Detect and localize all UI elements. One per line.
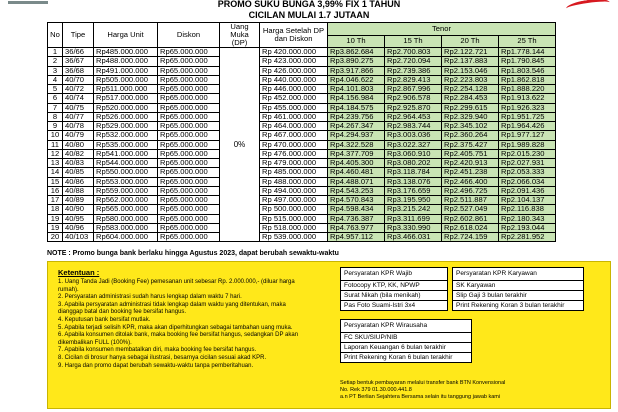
cell-harga-unit: Rp535.000.000 — [94, 140, 158, 149]
cell-diskon: Rp65.000.000 — [158, 103, 220, 112]
cell-diskon: Rp65.000.000 — [158, 75, 220, 84]
cell-tenor-15th: Rp2.906.578 — [385, 94, 442, 103]
cell-no: 11 — [48, 140, 63, 149]
table-row — [48, 85, 556, 94]
header-harga-setelah: Harga Setelah DP dan Diskon — [260, 23, 328, 48]
table-row — [48, 159, 556, 168]
table-row — [48, 122, 556, 131]
table-row — [48, 214, 556, 223]
cell-tenor-25th: Rp2.180.343 — [499, 214, 556, 223]
cell-tenor-20th: Rp2.360.264 — [442, 131, 499, 140]
cell-tipe: 40/74 — [63, 94, 94, 103]
cell-tipe: 40/96 — [63, 223, 94, 232]
header-tipe: Tipe — [63, 23, 94, 48]
cell-harga-unit: Rp541.000.000 — [94, 149, 158, 158]
cell-no: 19 — [48, 223, 63, 232]
cell-tipe: 40/80 — [63, 140, 94, 149]
cell-diskon: Rp65.000.000 — [158, 94, 220, 103]
cell-tenor-10th: Rp4.460.481 — [328, 168, 385, 177]
cell-harga-setelah: Rp 500.000.000 — [260, 205, 328, 214]
cell-tenor-15th: Rp3.080.202 — [385, 159, 442, 168]
bank-note-line: a.n PT Berlian Sejahtera Bersama selain itu tanggung jawab kami — [340, 394, 501, 400]
cell-diskon: Rp65.000.000 — [158, 122, 220, 131]
header-no: No — [48, 23, 63, 48]
promo-subtitle: CICILAN MULAI 1.7 JUTAAN — [248, 10, 370, 20]
table-row — [48, 131, 556, 140]
cell-tenor-15th: Rp3.176.659 — [385, 186, 442, 195]
persyaratan-wirausaha-title: Persyaratan KPR Wirausaha — [341, 320, 471, 333]
persyaratan-wirausaha-item: Print Rekening Koran 6 bulan terakhir — [344, 354, 453, 361]
cell-harga-setelah: Rp 470.000.000 — [260, 140, 328, 149]
persyaratan-wirausaha-item: Laporan Keuangan 6 bulan terakhir — [341, 343, 471, 353]
cell-tipe: 36/67 — [63, 57, 94, 66]
cell-tipe: 36/68 — [63, 66, 94, 75]
cell-diskon: Rp65.000.000 — [158, 196, 220, 205]
promo-note: NOTE : Promo bunga bank berlaku hingga Agustus 2023, dapat berubah sewaktu-waktu — [47, 250, 339, 257]
table-row — [48, 168, 556, 177]
table-row — [48, 94, 556, 103]
cell-tenor-20th: Rp2.122.721 — [442, 48, 499, 57]
cell-harga-unit: Rp559.000.000 — [94, 186, 158, 195]
table-row — [48, 66, 556, 75]
cell-tipe: 40/78 — [63, 122, 94, 131]
cell-tenor-15th: Rp2.867.996 — [385, 85, 442, 94]
persyaratan-wirausaha-item: FC SKU/SIUP/NIB — [341, 333, 471, 343]
cell-diskon: Rp65.000.000 — [158, 205, 220, 214]
cell-tenor-15th: Rp2.925.870 — [385, 103, 442, 112]
cell-no: 2 — [48, 57, 63, 66]
cell-tenor-10th: Rp3.862.684 — [328, 48, 385, 57]
persyaratan-karyawan-box — [452, 267, 584, 311]
cell-tenor-20th: Rp2.451.238 — [442, 168, 499, 177]
cell-tenor-10th: Rp4.570.843 — [328, 196, 385, 205]
ketentuan-item: 7. Apabila konsumen membatalkan diri, maka booking fee bersifat hangus. — [58, 347, 257, 354]
cell-harga-unit: Rp517.000.000 — [94, 94, 158, 103]
cell-tenor-10th: Rp4.101.803 — [328, 85, 385, 94]
cell-no: 8 — [48, 112, 63, 121]
cell-tenor-20th: Rp2.299.615 — [442, 103, 499, 112]
cell-tenor-10th: Rp4.957.112 — [328, 233, 385, 242]
cell-no: 12 — [48, 149, 63, 158]
cell-diskon: Rp65.000.000 — [158, 149, 220, 158]
bank-transfer-note — [340, 380, 590, 401]
cell-diskon: Rp65.000.000 — [158, 214, 220, 223]
cell-tenor-10th: Rp4.156.984 — [328, 94, 385, 103]
cell-harga-setelah: Rp 464.000.000 — [260, 122, 328, 131]
cell-diskon: Rp65.000.000 — [158, 223, 220, 232]
cell-tenor-15th: Rp3.466.031 — [385, 233, 442, 242]
ketentuan-item: rumah). — [58, 286, 79, 293]
header-25th: 25 Th — [499, 35, 556, 47]
cell-tenor-15th: Rp3.311.699 — [385, 214, 442, 223]
cell-harga-unit: Rp565.000.000 — [94, 205, 158, 214]
cell-diskon: Rp65.000.000 — [158, 177, 220, 186]
cell-no: 5 — [48, 85, 63, 94]
persyaratan-karyawan-item: Print Rekening Koran 3 bulan terakhir — [456, 302, 565, 309]
bank-note-line: No. Rek 379 01.30.000.441.8 — [340, 387, 412, 393]
cell-harga-setelah: Rp 420.000.000 — [260, 48, 328, 57]
cell-diskon: Rp65.000.000 — [158, 57, 220, 66]
cell-tipe: 40/77 — [63, 112, 94, 121]
ketentuan-item: 9. Harga dan promo dapat berubah sewaktu-waktu tanpa pemberitahuan. — [58, 362, 254, 369]
cell-harga-setelah: Rp 426.000.000 — [260, 66, 328, 75]
ketentuan-item: 4. Keputusan bank bersifat mutlak. — [58, 316, 151, 323]
cell-diskon: Rp65.000.000 — [158, 112, 220, 121]
promo-title: PROMO SUKU BUNGA 3,99% FIX 1 TAHUN — [217, 0, 401, 9]
cell-tenor-25th: Rp2.053.333 — [499, 168, 556, 177]
cell-harga-setelah: Rp 518.000.000 — [260, 223, 328, 232]
cell-no: 13 — [48, 159, 63, 168]
cell-diskon: Rp65.000.000 — [158, 159, 220, 168]
cell-harga-unit: Rp529.000.000 — [94, 122, 158, 131]
table-row — [48, 177, 556, 186]
cell-tenor-20th: Rp2.375.427 — [442, 140, 499, 149]
cell-tenor-15th: Rp3.022.327 — [385, 140, 442, 149]
cell-tipe: 40/86 — [63, 177, 94, 186]
cell-tipe: 40/95 — [63, 214, 94, 223]
table-row — [48, 75, 556, 84]
cell-tenor-20th: Rp2.602.861 — [442, 214, 499, 223]
table-row — [48, 196, 556, 205]
cell-tenor-20th: Rp2.724.159 — [442, 233, 499, 242]
cell-tenor-15th: Rp3.195.950 — [385, 196, 442, 205]
ketentuan-item: 6. Apabila konsumen ditolak bank, maka booking fee bersifat hangus, sedangkan DP akan — [58, 332, 299, 339]
cell-harga-setelah: Rp 455.000.000 — [260, 103, 328, 112]
cell-tipe: 40/70 — [63, 75, 94, 84]
cell-tenor-15th: Rp3.330.990 — [385, 223, 442, 232]
cell-tenor-10th: Rp4.184.575 — [328, 103, 385, 112]
ketentuan-item: 3. Apabila persyaratan administrasi tidak lengkap dalam waktu yang ditentukan, maka — [58, 301, 286, 308]
cell-tenor-10th: Rp4.736.387 — [328, 214, 385, 223]
cell-tenor-20th: Rp2.496.725 — [442, 186, 499, 195]
cell-harga-setelah: Rp 497.000.000 — [260, 196, 328, 205]
cell-tenor-25th: Rp2.015.230 — [499, 149, 556, 158]
cell-diskon: Rp65.000.000 — [158, 66, 220, 75]
cell-tenor-10th: Rp4.598.434 — [328, 205, 385, 214]
cell-no: 17 — [48, 196, 63, 205]
cell-tenor-25th: Rp1.977.127 — [499, 131, 556, 140]
table-row — [48, 233, 556, 242]
header-harga-unit: Harga Unit — [94, 23, 158, 48]
ketentuan-list — [58, 279, 330, 370]
cell-harga-unit: Rp511.000.000 — [94, 85, 158, 94]
cell-harga-setelah: Rp 488.000.000 — [260, 177, 328, 186]
cell-tenor-25th: Rp2.027.931 — [499, 159, 556, 168]
cell-no: 19 — [48, 214, 63, 223]
cell-tenor-10th: Rp4.239.756 — [328, 112, 385, 121]
persyaratan-wirausaha-box — [340, 319, 472, 363]
header-diskon: Diskon — [158, 23, 220, 48]
ketentuan-item: dianggap batal dan booking fee bersifat hangus. — [58, 309, 187, 316]
cell-tenor-15th: Rp2.983.744 — [385, 122, 442, 131]
cell-no: 16 — [48, 186, 63, 195]
cell-tenor-15th: Rp3.060.910 — [385, 149, 442, 158]
cell-tipe: 40/89 — [63, 196, 94, 205]
cell-diskon: Rp65.000.000 — [158, 168, 220, 177]
cell-tenor-20th: Rp2.153.046 — [442, 66, 499, 75]
cell-tenor-10th: Rp4.267.347 — [328, 122, 385, 131]
cell-tenor-15th: Rp3.118.784 — [385, 168, 442, 177]
table-row — [48, 48, 556, 57]
persyaratan-wajib-title: Persyaratan KPR Wajib — [341, 268, 447, 281]
cell-tenor-20th: Rp2.405.751 — [442, 149, 499, 158]
cell-harga-setelah: Rp 467.000.000 — [260, 131, 328, 140]
cell-diskon: Rp65.000.000 — [158, 48, 220, 57]
table-row — [48, 103, 556, 112]
cell-tipe: 36/66 — [63, 48, 94, 57]
cell-harga-unit: Rp532.000.000 — [94, 131, 158, 140]
persyaratan-karyawan-item: SK Karyawan — [453, 281, 583, 291]
ketentuan-item: 2. Persyaratan administrasi sudah harus lengkap dalam waktu 7 hari. — [58, 294, 242, 301]
cell-tenor-20th: Rp2.420.913 — [442, 159, 499, 168]
cell-harga-setelah: Rp 485.000.000 — [260, 168, 328, 177]
ketentuan-item: 8. Cicilan di brosur hanya sebagai ilustrasi, besarnya cicilan sesuai akad KPR. — [58, 354, 267, 361]
cell-uang-muka: 0% — [220, 48, 260, 242]
cell-harga-unit: Rp520.000.000 — [94, 103, 158, 112]
cell-harga-setelah: Rp 515.000.000 — [260, 214, 328, 223]
cell-tenor-10th: Rp4.763.977 — [328, 223, 385, 232]
cell-tipe: 40/83 — [63, 159, 94, 168]
cell-tenor-20th: Rp2.527.049 — [442, 205, 499, 214]
header-uang-muka: Uang Muka (DP) — [220, 23, 260, 48]
cell-no: 9 — [48, 122, 63, 131]
cell-tenor-25th: Rp1.964.426 — [499, 122, 556, 131]
cell-tenor-20th: Rp2.329.940 — [442, 112, 499, 121]
ketentuan-item: 5. Apabila terjadi selisih KPR, maka akan diperhitungkan sebagai tambahan uang muka. — [58, 324, 293, 331]
cell-tipe: 40/79 — [63, 131, 94, 140]
table-row — [48, 140, 556, 149]
cell-tenor-15th: Rp2.829.413 — [385, 75, 442, 84]
cell-no: 4 — [48, 75, 63, 84]
cell-tenor-20th: Rp2.511.887 — [442, 196, 499, 205]
cell-tenor-15th: Rp2.739.386 — [385, 66, 442, 75]
header-10th: 10 Th — [328, 35, 385, 47]
cell-no: 7 — [48, 103, 63, 112]
cell-diskon: Rp65.000.000 — [158, 186, 220, 195]
cell-tipe: 40/82 — [63, 149, 94, 158]
cell-tenor-20th: Rp2.284.453 — [442, 94, 499, 103]
cell-tenor-25th: Rp2.281.952 — [499, 233, 556, 242]
cell-no: 15 — [48, 177, 63, 186]
persyaratan-karyawan-title: Persyaratan KPR Karyawan — [453, 268, 583, 281]
cell-harga-setelah: Rp 539.000.000 — [260, 233, 328, 242]
cell-tenor-25th: Rp1.913.622 — [499, 94, 556, 103]
persyaratan-wajib-box — [340, 267, 448, 311]
cell-tenor-15th: Rp3.215.242 — [385, 205, 442, 214]
cell-harga-setelah: Rp 452.000.000 — [260, 94, 328, 103]
persyaratan-wajib-item: Fotocopy KTP, KK, NPWP — [341, 281, 447, 291]
cell-no: 20 — [48, 233, 63, 242]
cell-tenor-10th: Rp4.322.528 — [328, 140, 385, 149]
cell-harga-unit: Rp562.000.000 — [94, 196, 158, 205]
cell-tenor-25th: Rp1.888.220 — [499, 85, 556, 94]
cell-tipe: 40/88 — [63, 186, 94, 195]
cell-tenor-25th: Rp1.778.144 — [499, 48, 556, 57]
cell-tenor-25th: Rp1.951.725 — [499, 112, 556, 121]
cell-harga-unit: Rp580.000.000 — [94, 214, 158, 223]
table-row — [48, 112, 556, 121]
cell-diskon: Rp65.000.000 — [158, 131, 220, 140]
cell-tenor-10th: Rp4.046.622 — [328, 75, 385, 84]
cell-harga-setelah: Rp 476.000.000 — [260, 149, 328, 158]
cell-harga-setelah: Rp 440.000.000 — [260, 75, 328, 84]
cell-tenor-10th: Rp3.917.866 — [328, 66, 385, 75]
header-20th: 20 Th — [442, 35, 499, 47]
header-tenor: Tenor — [328, 23, 556, 36]
header-15th: 15 Th — [385, 35, 442, 47]
cell-tenor-20th: Rp2.254.128 — [442, 85, 499, 94]
cell-diskon: Rp65.000.000 — [158, 233, 220, 242]
cell-no: 1 — [48, 48, 63, 57]
cell-tenor-25th: Rp1.926.323 — [499, 103, 556, 112]
cell-tenor-10th: Rp4.377.709 — [328, 149, 385, 158]
cell-tenor-25th: Rp1.989.828 — [499, 140, 556, 149]
persyaratan-karyawan-item: Slip Gaji 3 bulan terakhir — [453, 291, 583, 301]
table-row — [48, 205, 556, 214]
table-row — [48, 149, 556, 158]
cell-tenor-25th: Rp1.862.818 — [499, 75, 556, 84]
table-row — [48, 57, 556, 66]
cell-no: 10 — [48, 131, 63, 140]
terms-panel — [47, 261, 611, 409]
cell-harga-unit: Rp485.000.000 — [94, 48, 158, 57]
cell-tenor-25th: Rp2.104.137 — [499, 196, 556, 205]
cell-harga-setelah: Rp 494.000.000 — [260, 186, 328, 195]
cell-harga-unit: Rp505.000.000 — [94, 75, 158, 84]
cell-tenor-20th: Rp2.223.803 — [442, 75, 499, 84]
cell-tenor-25th: Rp2.066.034 — [499, 177, 556, 186]
cell-tenor-15th: Rp2.964.453 — [385, 112, 442, 121]
cell-tenor-10th: Rp3.890.275 — [328, 57, 385, 66]
cell-no: 6 — [48, 94, 63, 103]
cell-tenor-10th: Rp4.488.071 — [328, 177, 385, 186]
cell-tipe: 40/103 — [63, 233, 94, 242]
cell-harga-setelah: Rp 461.000.000 — [260, 112, 328, 121]
ketentuan-title: Ketentuan : — [58, 268, 100, 277]
cell-tenor-10th: Rp4.405.300 — [328, 159, 385, 168]
cell-tipe: 40/72 — [63, 85, 94, 94]
cell-tenor-15th: Rp3.003.036 — [385, 131, 442, 140]
cell-harga-unit: Rp604.000.000 — [94, 233, 158, 242]
cell-harga-setelah: Rp 479.000.000 — [260, 159, 328, 168]
cell-tenor-15th: Rp3.138.076 — [385, 177, 442, 186]
cell-tenor-25th: Rp2.116.838 — [499, 205, 556, 214]
ketentuan-item: dikembalikan FULL (100%). — [58, 339, 132, 346]
cell-tenor-20th: Rp2.466.400 — [442, 177, 499, 186]
cell-harga-unit: Rp488.000.000 — [94, 57, 158, 66]
cell-harga-unit: Rp491.000.000 — [94, 66, 158, 75]
cell-no: 14 — [48, 168, 63, 177]
cell-no: 3 — [48, 66, 63, 75]
persyaratan-wajib-item: Surat Nikah (bila menikah) — [341, 291, 447, 301]
cell-tenor-15th: Rp2.700.803 — [385, 48, 442, 57]
cell-tipe: 40/75 — [63, 103, 94, 112]
table-row — [48, 223, 556, 232]
cell-tenor-20th: Rp2.618.024 — [442, 223, 499, 232]
cell-harga-unit: Rp550.000.000 — [94, 168, 158, 177]
cell-tenor-10th: Rp4.543.253 — [328, 186, 385, 195]
price-table — [47, 22, 556, 242]
cell-harga-unit: Rp544.000.000 — [94, 159, 158, 168]
cell-tenor-15th: Rp2.720.094 — [385, 57, 442, 66]
cell-diskon: Rp65.000.000 — [158, 85, 220, 94]
cell-no: 18 — [48, 205, 63, 214]
cell-tenor-20th: Rp2.137.883 — [442, 57, 499, 66]
cell-harga-unit: Rp553.000.000 — [94, 177, 158, 186]
cell-harga-unit: Rp526.000.000 — [94, 112, 158, 121]
cell-tenor-25th: Rp2.091.436 — [499, 186, 556, 195]
ketentuan-item: 1. Uang Tanda Jadi (Booking Fee) pemesanan unit sebesar Rp. 2.000.000,- (diluar harga — [58, 279, 295, 285]
persyaratan-wajib-item: Pas Foto Suami-Istri 3x4 — [344, 302, 416, 309]
cell-tenor-25th: Rp1.803.546 — [499, 66, 556, 75]
cell-tenor-25th: Rp1.790.845 — [499, 57, 556, 66]
cell-tenor-10th: Rp4.294.937 — [328, 131, 385, 140]
cell-harga-setelah: Rp 446.000.000 — [260, 85, 328, 94]
table-row — [48, 186, 556, 195]
cell-harga-unit: Rp583.000.000 — [94, 223, 158, 232]
cell-tipe: 40/85 — [63, 168, 94, 177]
cell-harga-setelah: Rp 423.000.000 — [260, 57, 328, 66]
cell-tenor-20th: Rp2.345.102 — [442, 122, 499, 131]
bank-note-line: Setiap bentuk pembayaran melalui transfer bank BTN Konvensional — [340, 380, 506, 386]
cell-diskon: Rp65.000.000 — [158, 140, 220, 149]
cell-tenor-25th: Rp2.193.044 — [499, 223, 556, 232]
cell-tipe: 40/90 — [63, 205, 94, 214]
